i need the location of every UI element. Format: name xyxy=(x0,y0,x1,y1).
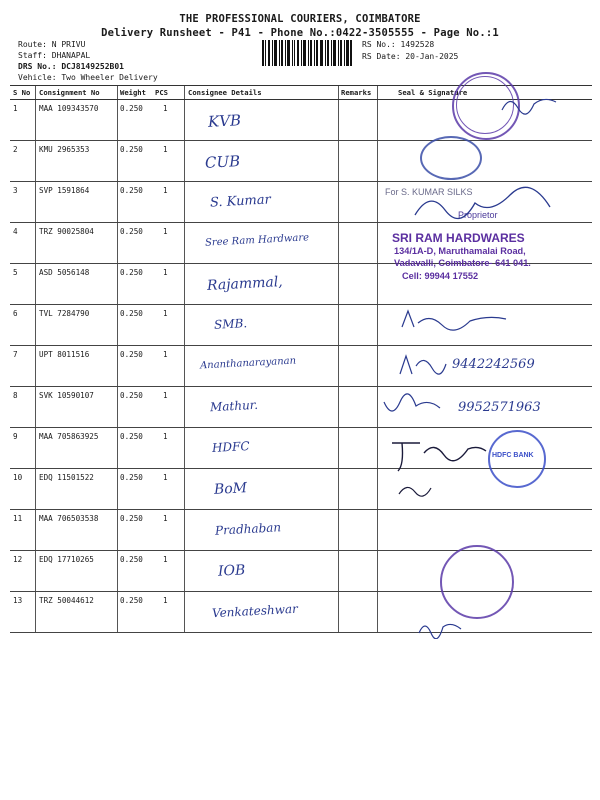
cell-weight: 0.250 xyxy=(120,186,143,195)
signature-row8 xyxy=(380,392,450,422)
sri-ram-address-line2: Vadavalli, Coimbatore- 641 041. xyxy=(394,258,531,268)
cell-sno: 11 xyxy=(13,514,23,523)
cell-pcs: 1 xyxy=(163,473,168,482)
cell-sno: 1 xyxy=(13,104,18,113)
hdfc-bank-seal xyxy=(488,430,546,488)
cell-pcs: 1 xyxy=(163,268,168,277)
cell-sno: 10 xyxy=(13,473,23,482)
signature-row13 xyxy=(415,615,465,639)
cell-weight: 0.250 xyxy=(120,555,143,564)
signature-row10 xyxy=(395,478,435,498)
rs-date: RS Date: 20-Jan-2025 xyxy=(362,52,459,61)
indian-overseas-bank-seal xyxy=(440,545,514,619)
cell-sno: 8 xyxy=(13,391,18,400)
consignee-handwritten: SMB. xyxy=(213,316,248,332)
hdfc-seal-text: HDFC BANK xyxy=(492,452,534,459)
cell-consignment-no: EDQ 17710265 xyxy=(39,555,94,564)
consignee-handwritten: CUB xyxy=(204,152,241,172)
cell-pcs: 1 xyxy=(163,555,168,564)
cell-sno: 7 xyxy=(13,350,18,359)
cell-consignment-no: EDQ 11501522 xyxy=(39,473,94,482)
sri-ram-hardwares-stamp: SRI RAM HARDWARES xyxy=(392,231,525,245)
cell-weight: 0.250 xyxy=(120,145,143,154)
route: Route: N PRIVU xyxy=(18,40,86,49)
cell-sno: 9 xyxy=(13,432,18,441)
consignee-handwritten: Venkateshwar xyxy=(211,601,299,621)
cell-sno: 3 xyxy=(13,186,18,195)
cell-consignment-no: SVK 10590107 xyxy=(39,391,94,400)
col-seal: Seal & Signature xyxy=(398,88,468,97)
cell-consignment-no: TRZ 50044612 xyxy=(39,596,94,605)
cell-weight: 0.250 xyxy=(120,391,143,400)
cell-consignment-no: ASD 5056148 xyxy=(39,268,90,277)
consignee-handwritten: IOB xyxy=(217,562,246,580)
rs-number: RS No.: 1492528 xyxy=(362,40,435,49)
cell-pcs: 1 xyxy=(163,145,168,154)
vehicle: Vehicle: Two Wheeler Delivery xyxy=(18,73,158,82)
cell-weight: 0.250 xyxy=(120,227,143,236)
cell-weight: 0.250 xyxy=(120,432,143,441)
consignee-handwritten: Mathur. xyxy=(209,397,259,415)
cell-weight: 0.250 xyxy=(120,309,143,318)
staff: Staff: DHANAPAL xyxy=(18,51,91,60)
cell-pcs: 1 xyxy=(163,227,168,236)
runsheet-subtitle: Delivery Runsheet - P41 - Phone No.:0422-3505555 - Page No.:1 xyxy=(101,27,499,39)
cell-sno: 4 xyxy=(13,227,18,236)
cell-pcs: 1 xyxy=(163,432,168,441)
cell-pcs: 1 xyxy=(163,596,168,605)
cell-sno: 5 xyxy=(13,268,18,277)
cell-sno: 6 xyxy=(13,309,18,318)
cell-pcs: 1 xyxy=(163,186,168,195)
handwritten-phone-row8: 9952571963 xyxy=(458,400,541,415)
cell-sno: 2 xyxy=(13,145,18,154)
cell-pcs: 1 xyxy=(163,391,168,400)
cell-consignment-no: MAA 706503538 xyxy=(39,514,99,523)
col-remarks: Remarks xyxy=(341,88,372,97)
cell-sno: 12 xyxy=(13,555,23,564)
cell-consignment-no: TVL 7284790 xyxy=(39,309,90,318)
cell-weight: 0.250 xyxy=(120,104,143,113)
barcode-image xyxy=(262,40,352,66)
cell-pcs: 1 xyxy=(163,514,168,523)
consignee-handwritten: BoM xyxy=(213,480,248,498)
cell-consignment-no: MAA 109343570 xyxy=(39,104,99,113)
col-weight: Weight xyxy=(120,88,146,97)
table-row xyxy=(10,264,592,305)
proprietor-label: Proprietor xyxy=(458,210,498,220)
cell-consignment-no: UPT 8011516 xyxy=(39,350,90,359)
cell-consignment-no: TRZ 90025804 xyxy=(39,227,94,236)
consignee-handwritten: Sree Ram Hardware xyxy=(204,232,310,249)
consignee-handwritten: Rajammal, xyxy=(206,274,284,294)
cell-weight: 0.250 xyxy=(120,596,143,605)
signature-row6 xyxy=(400,305,510,335)
company-title: THE PROFESSIONAL COURIERS, COIMBATORE xyxy=(179,13,421,25)
sri-ram-address-line1: 134/1A-D, Maruthamalai Road, xyxy=(394,246,526,256)
col-consignment: Consignment No xyxy=(39,88,100,97)
consignee-handwritten: Ananthanarayanan xyxy=(199,355,297,372)
signature-row9 xyxy=(390,435,490,475)
cell-pcs: 1 xyxy=(163,309,168,318)
table-row xyxy=(10,141,592,182)
table-row xyxy=(10,510,592,551)
cell-pcs: 1 xyxy=(163,350,168,359)
handwritten-phone-row7: 9442242569 xyxy=(452,357,535,372)
cell-weight: 0.250 xyxy=(120,473,143,482)
signature-row7 xyxy=(398,350,448,380)
silks-stamp: For S. KUMAR SILKS xyxy=(385,187,473,197)
col-pcs: PCS xyxy=(155,88,168,97)
cell-weight: 0.250 xyxy=(120,514,143,523)
sri-ram-cell: Cell: 99944 17552 xyxy=(402,271,479,281)
city-union-bank-seal xyxy=(420,136,482,180)
col-sno: S No xyxy=(13,88,31,97)
signature-row3 xyxy=(410,185,560,225)
cell-sno: 13 xyxy=(13,596,23,605)
cell-consignment-no: MAA 705863925 xyxy=(39,432,99,441)
cell-weight: 0.250 xyxy=(120,268,143,277)
cell-consignment-no: KMU 2965353 xyxy=(39,145,90,154)
cell-consignment-no: SVP 1591864 xyxy=(39,186,90,195)
cell-weight: 0.250 xyxy=(120,350,143,359)
consignee-handwritten: KVB xyxy=(207,111,242,131)
col-consignee: Consignee Details xyxy=(188,88,262,97)
drs-number: DRS No.: DCJ8149252B01 xyxy=(18,62,124,71)
signature-row1 xyxy=(500,90,560,120)
consignee-handwritten: Pradhaban xyxy=(214,520,282,538)
consignee-handwritten: S. Kumar xyxy=(209,192,272,211)
cell-pcs: 1 xyxy=(163,104,168,113)
consignee-handwritten: HDFC xyxy=(211,439,250,455)
